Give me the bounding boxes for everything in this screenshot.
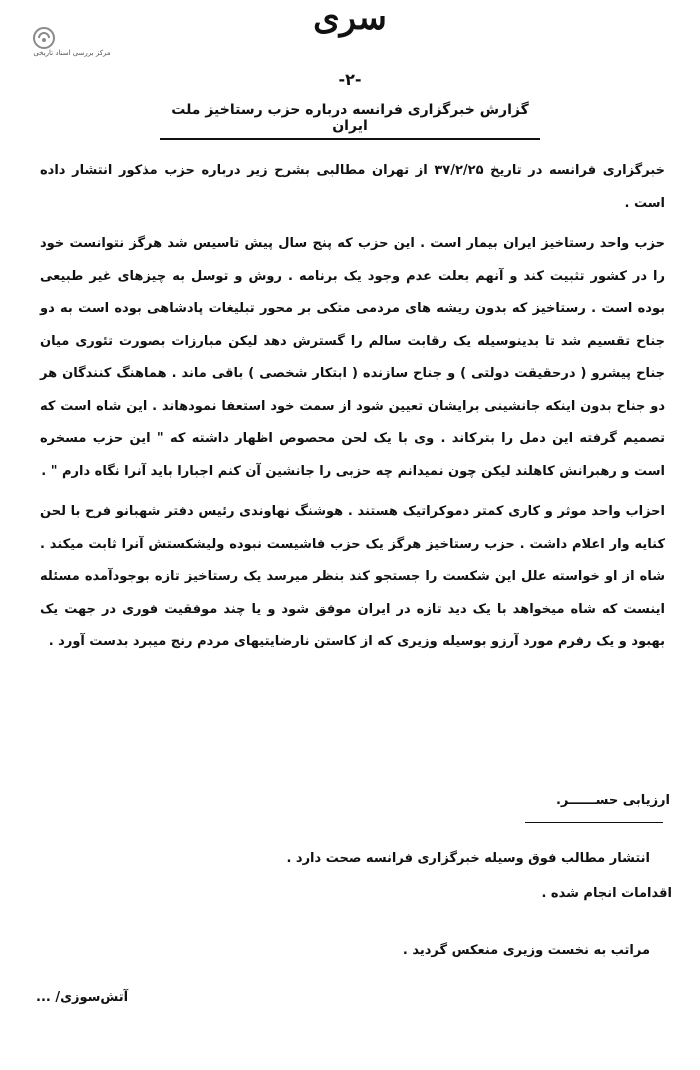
archive-logo-icon	[32, 26, 56, 50]
assessment-label: ارزیابی حســــــر.	[555, 793, 670, 808]
classification-heading: سری	[313, 0, 387, 38]
assessment-underline	[525, 822, 663, 823]
page-number: -۲-	[338, 70, 362, 89]
archive-watermark	[22, 26, 122, 66]
note-verification: انتشار مطالب فوق وسیله خبرگزاری فرانسه صحت دارد .	[286, 851, 650, 866]
report-body	[40, 155, 665, 667]
note-actions-taken: اقدامات انجام شده .	[541, 886, 672, 901]
report-title: گزارش خبرگزاری فرانسه درباره حزب رستاخیز ملت ایران	[160, 102, 540, 140]
paragraph: احزاب واحد موثر و کاری کمتر دموکراتیک هستند . هوشنگ نهاوندی رئیس دفتر شهبانو فرح با لحن کنایه وار اعلام داشت . حزب رستاخیز هرگز یک حزب فاشیست نبوده ولیشکستش آنرا ثابت میکند . شاه از او خواسته علل این شکست را جستجو کند بنظر میرسد یک رستاخیز تازه بوجودآمده مسئله اینست که شاه میخواهد با یک دید تازه در ایران موفق شود و یا چند موفقیت فوری در جهت یک بهبود و یک رفرم مورد آرزو بوسیله وزیری که از کاستن نارضایتیهای مردم رنج میبرد بدست آورد .	[40, 504, 665, 649]
note-forwarded: مراتب به نخست وزیری منعکس گردید .	[402, 943, 650, 958]
paragraph: خبرگزاری فرانسه در تاریخ ۳۷/۲/۲۵ از تهران مطالبی بشرح زیر درباره حزب مذکور انتشار داده است .	[40, 163, 665, 211]
signature-code: آتش‌سوزی/ ...	[36, 990, 129, 1005]
watermark-text: مرکز بررسی اسناد تاریخی	[33, 49, 111, 57]
paragraph: حزب واحد رستاخیز ایران بیمار است . این حزب که پنج سال پیش تاسیس شد هرگز نتوانست خود را در کشور تثبیت کند و آنهم بعلت عدم وجود یک برنامه . روش و توسل به چیزهای غیر طبیعی بوده است . رستاخیز که بدون ریشه های مردمی متکی بر محور تبلیغات پادشاهی بوده است به دو جناح تقسیم شد تا بدینوسیله یک رقابت سالم را گسترش دهد لیکن مبارزات بصورت تئوری میان جناح پیشرو ( درحقیقت دولتی ) و جناح سازنده ( ابتکار شخصی ) باقی ماند . هماهنگ کنندگان هر دو جناح بدون اینکه جانشینی برایشان تعیین شود از سمت خود استعفا نمودهاند . این شاه است که تصمیم گرفته این دمل را بترکاند . وی با یک لحن محصوص اظهار داشته که " این حزب مسخره است و رهبرانش کاهلند لیکن چون نمیدانم چه حزبی را جانشین آن کنم اجبارا باید آنرا نگاه دارم " .	[40, 236, 665, 479]
